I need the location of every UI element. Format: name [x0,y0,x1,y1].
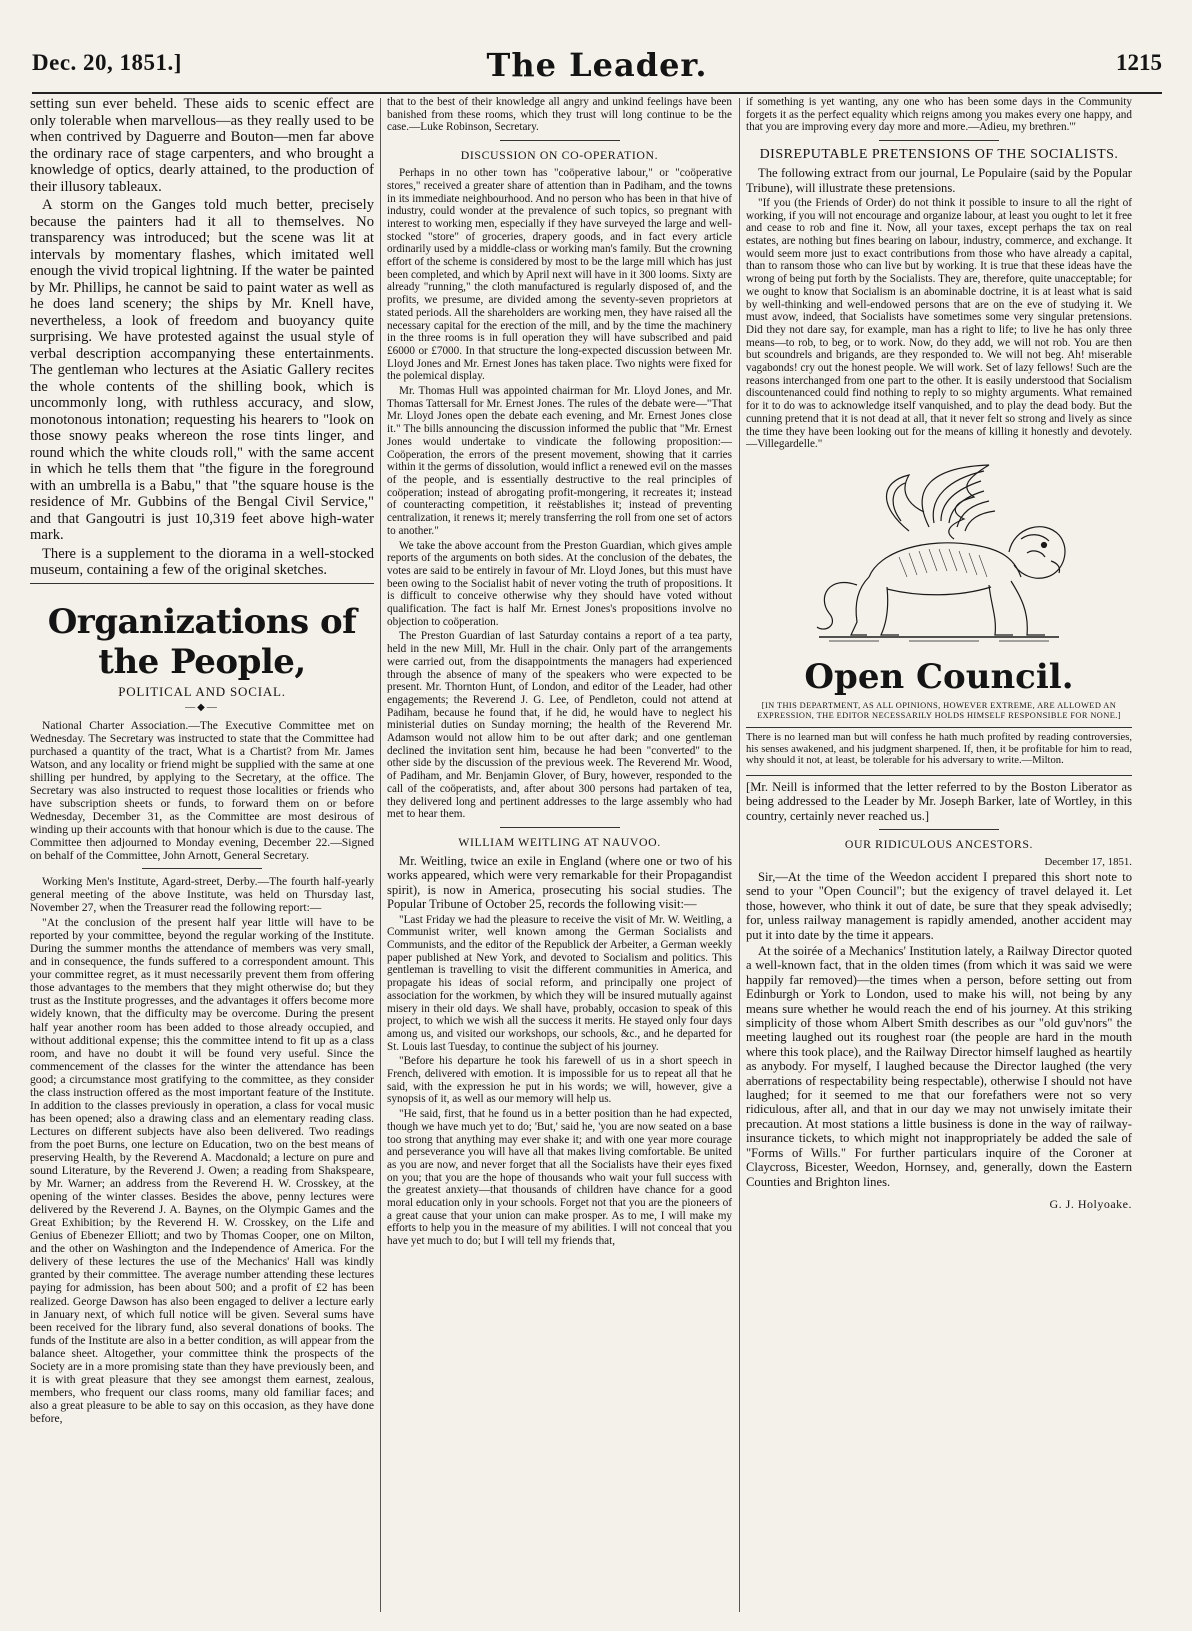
issue-date: Dec. 20, 1851.] [32,50,182,75]
article-paragraph: A storm on the Ganges told much better, precisely because the painters had it all to themselves. No transparency was introduced; but the scene was lit at intervals by momentary flashes, which imitated well enough the vivid tropical lightning. If the water be painted by Mr. Phillips, he cannot be said to paint water as well as he does land scenery; the ships by Mr. Knell have, nevertheless, a look of freedom and buoyancy quite surprising. We have protested against the usual style of verbal description accompanying these entertainments. The gentleman who lectures at the Asiatic Gallery recites the whole contents of the shilling book, which is uncommonly long, with ruthless accuracy, and slow, monotonous intonation; requesting his hearers to "look on those snowy peaks whereon the rose tints linger, and round which the white clouds roll," with the same accent in which he tells them that "the figure in the foreground with an umbrella is a Babu," that "the square house is the residence of Mr. Gubbins of the Bengal Civil Service," and that Gangoutri is just 10,319 feet above high-water mark. [30,197,374,543]
article-paragraph: Mr. Thomas Hull was appointed chairman for Mr. Lloyd Jones, and Mr. Thomas Tattersall for Mr. Ernest Jones. The rules of the debate were—"That Mr. Lloyd Jones open the debate each evening, and Mr. Ernest Jones close it." The bills announcing the discussion informed the public that "Mr. Ernest Jones would undertake to vindicate the following proposition:—Coöperation, the errors of the present movement, showing that it carries within it the germs of dissolution, would inflict a renewed evil on the masses of the people, and is essentially destructive to the real principles of coöperation; instead of abrogating profit-mongering, it recreates it; instead of counteracting competition, it reëstablishes it; instead of preventing centralization, it renews it; merely transferring the roll from one set of actors to another." [387,385,732,537]
article-paragraph: "Before his departure he took his farewell of us in a short speech in French, delivered with emotion. It is impossible for us to repeat all that he said, with the expression he put in his words; we will, however, give a synopsis of it, as well as our memory will help us. [387,1055,732,1106]
article-paragraph: There is a supplement to the diorama in a well-stocked museum, containing a few of the original sketches. [30,545,374,578]
article-paragraph: [Mr. Neill is informed that the letter referred to by the Boston Liberator as being addressed to the Leader by Mr. Joseph Barker, late of Wortley, in this country, certainly never reached us.] [746,779,1132,823]
column-rule [380,98,381,1612]
article-paragraph: At the soirée of a Mechanics' Institution lately, a Railway Director quoted a well-known fact, that in the olden times (from which it was said we were happily far removed)—the times when a person, before setting out from Edinburgh or York to London, used to make his will, not being by any means sure whether he would reach the end of his journey. At this striking simplicity of those whom Albert Smith describes as our "old guv'nors" the meeting laughed out its roughest roar (the people are hard in the mouth where this took place), and the Railway Director himself laughed as heartily as anybody. For myself, I laughed because the Director laughed (the very aberrations of respectability being respectable), otherwise I should not have laughed; for it seemed to me that our forefathers were not so very ridiculous, after all, and that in our day we may not unwisely imitate their precaution. At most stations a little business is done in the way of railway-insurance tickets, to which might not inappropriately be added the sale of "Forms of Wills." For further particulars inquire of the Coroner at Claycross, Bicester, Weedon, Hornsey, and, generally, down the Eastern Counties and Brighton lines. [746,944,1132,1189]
signature: G. J. Holyoake. [1049,1196,1132,1211]
newspaper-title: The Leader. [486,46,708,84]
winged-lion-engraving [759,457,1119,653]
article-paragraph: The following extract from our journal, Le Populaire (said by the Popular Tribune), will illustrate these pretensions. [746,166,1132,195]
separator-rule [879,829,999,830]
article-heading: DISCUSSION ON CO-OPERATION. [460,148,659,163]
article-paragraph: that to the best of their knowledge all angry and unkind feelings have been banished from these rooms, which they trust will long continue to be the case.—Luke Robinson, Secretary. [387,96,732,134]
section-title: Open Council. [804,656,1074,697]
section-title: Organizations of the People, [47,601,357,682]
masthead [32,44,1162,94]
separator-rule [746,775,1132,776]
article-paragraph: Perhaps in no other town has "coöperative labour," or "coöperative stores," received a greater share of attention than in Padiham, and the towns in its immediate neighbourhood. And no person who has been in that hive of industry, could wonder at the prevalence of such topics, so pregnant with interest to working men, especially if they have surveyed the large and well-stocked "store" of groceries, drapery goods, and in fact every article ordinarily used by a middle-class or working man's family. But the crowning effort of the scheme is considered by most to be the large mill which has just been completed, and which by April next will have in it 300 looms. Sixty are already "running," the cloth manufactured is regularly disposed of, and the profits, we presume, are divided among the seventy-seven proprietors at stated periods. All the shareholders are working men, they have raised all the necessary capital for the erection of the mill, and by the time the machinery in the three rooms is in full operation they will have subscribed and paid £6000 or £7000. In that structure the long-expected discussion between Mr. Lloyd Jones and Mr. Ernest Jones has taken place. Two nights were fixed for the polemical display. [387,167,732,383]
editor-disclaimer: [IN THIS DEPARTMENT, AS ALL OPINIONS, HOWEVER EXTREME, ARE ALLOWED AN EXPRESSION, THE EDITOR NECESSARILY HOLDS HIMSELF RESPONSIBLE FOR NONE.] [757,700,1121,720]
article-paragraph: if something is yet wanting, any one who has been some days in the Community forgets it as the perfect equality which reigns among you makes every one happy, and that you are improving every day more and more.—Adieu, my brethren.'" [746,96,1132,134]
article-paragraph: Mr. Weitling, twice an exile in England (where one or two of his works appeared, which were very remarkable for their Propagandist spirit), is now in America, prosecuting his social studies. The Popular Tribune of October 25, records the following visit:— [387,853,732,912]
article-heading: OUR RIDICULOUS ANCESTORS. [844,836,1034,851]
article-heading: WILLIAM WEITLING AT NAUVOO. [458,834,661,849]
article-paragraph: setting sun ever beheld. These aids to scenic effect are only tolerable when marvellous—as they really used to be when contrived by Daguerre and Bouton—men far above the ordinary race of stage carpenters, and who brought a knowledge of optics, dearly attained, to the production of their illusory tableaux. [30,96,374,195]
article-paragraph: Sir,—At the time of the Weedon accident I prepared this short note to send to your "Open Council"; but the exigency of travel delayed it. Let those, however, who think it out of date, be sure that they speak advisedly; for, unless railway management is rapidly amended, another accident may put it into date by the time it appears. [746,869,1132,942]
column-3 [746,96,1132,1618]
article-paragraph: "He said, first, that he found us in a better position than he had expected, though we have much yet to do; 'But,' said he, 'you are now seated on a base too strong that anything may ever shake it; and with one year more courage and perseverance you will have all that makes living comfortable. Be united as you are now, and never forget that all the Socialists have their eyes fixed on you; that you are the hope of thousands who wait your full success with the greatest anxiety—that thousands of children have chance for a good moral education only in your schools. Forget not that you are the pioneers of a great cause that your union can make prosper. As to me, I will make my efforts to help you in the measure of my abilities. I will not conceal that you have yet much to do; but I will tell my friends that, [387,1108,732,1248]
separator-rule [746,727,1132,728]
milton-quote: There is no learned man but will confess he hath much profited by reading controversies, his senses awakened, and his judgment sharpened. If, then, it be profitable for him to read, why should it not, at least, be tolerable for his adversary to write.—Milton. [746,731,1132,767]
section-subtitle: POLITICAL AND SOCIAL. [118,683,286,699]
column-2 [387,96,732,1618]
column-rule [739,98,740,1612]
ornament: —◆— [185,701,219,713]
separator-rule [500,827,620,828]
separator-rule [879,140,999,141]
page-number: 1215 [1116,50,1162,75]
article-paragraph: "At the conclusion of the present half year little will have to be reported by your committee, beyond the regular working of the Institute. During the summer months the attendance of members was very small, and in consequence, the funds suffered to a correspondent amount. This your committee regret, as it must necessarily prevent them from offering those advantages to the members that they might otherwise do; but they trust as the Institute progresses, and the advantages it offers become more widely known, that the difficulty may be overcome. During the present half year another room has been added to those already occupied, and without additional expense; this the committee intend to fit up as a class room, and have no doubt it will be found very useful. Since the commencement of the classes for the winter the attendance has been good; a circumstance most gratifying to the committee, as they consider the class instruction offered as the most important feature of the Institute. In addition to the classes previously in operation, a class for vocal music has been opened; also a drawing class and an elementary reading class. Lectures on different subjects have also been delivered. Two readings from the poet Burns, one lecture on Education, two on the best means of preserving Health, by the Reverend A. Macdonald; a lecture on pure and sound Literature, by the Reverend J. Owen; a reading from Shakspeare, by Mr. Warner; an address from the Reverend H. W. Crosskey, at the opening of the winter classes. Besides the above, penny lectures were delivered by the Reverend J. A. Baynes, on the Olympic Games and the Great Exhibition; by the Reverend H. W. Crosskey, on the Life and Genius of Ebenezer Elliott; and two by Thomas Cooper, one on Milton, and the other on Washington and the Independence of America. For the delivery of these lectures the use of the Mechanics' Hall was kindly granted by their committee. The average number attending these lectures paying for admission, has been about 500; and a profit of £2 has been realized. George Dawson has also been engaged to deliver a lecture early in January next, of which full notice will be given. Several sums have been received for the library fund, also several donations of books. The funds of the Institute are also in a better condition, as will appear from the balance sheet. Altogether, your committee think the prospects of the Society are in a more promising state than they have previously been, and it is with great pleasure that they see amongst them earnest, zealous, members, who frequent our class rooms, many old familiar faces; and also a great pleasure to be able to say on this occasion, as they have done before, [30,916,374,1425]
separator-rule [500,140,620,141]
article-paragraph: We take the above account from the Preston Guardian, which gives ample reports of the arguments on both sides. At the conclusion of the debates, the votes are said to be entirely in favour of Mr. Lloyd Jones, but this must have been owing to the Socialist habit of never voting the truth of propositions. It is difficult to conceive otherwise why they should have voted without qualification. The fact is half Mr. Ernest Jones's propositions involve no objection to coöperation. [387,539,732,628]
letter-date: December 17, 1851. [1044,855,1132,868]
section-rule [30,583,374,584]
article-heading: DISREPUTABLE PRETENSIONS OF THE SOCIALISTS. [759,147,1119,163]
separator-rule [142,868,262,869]
column-1 [30,96,374,1618]
article-paragraph: National Charter Association.—The Executive Committee met on Wednesday. The Secretary was instructed to state that the Committee had purchased a quantity of the tract, What is a Chartist? from Mr. James Watson, and any locality or friend might be supplied with the same at one shilling per hundred, by applying to the Secretary, at the office. The Secretary was also instructed to request those localities or friends who have subscription sheets or funds, to forward them on or before Wednesday, December 31, as the Committee are most desirous of winding up their accounts with that honour which is due to the cause. The Committee then adjourned to Monday evening, December 22.—Signed on behalf of the Committee, John Arnott, General Secretary. [30,718,374,862]
article-paragraph: "If you (the Friends of Order) do not think it possible to insure to all the right of working, if you will not encourage and organize labour, at least you ought to let it free and cease to rob and fine it. Now, all your taxes, except perhaps the tax on real estates, are nothing but fines bearing on labour, industry, commerce, and exchange. It would seem more just to exact contributions from those who have already a capital, than to ransom those who can live but by working. It is true that these ideas have the wrong of being put forth by the Socialists. They are, therefore, quite unacceptable; for we ought to know that Socialism is an abominable doctrine, it is at least what is said by well-thinking and well-endowed persons that are on the eve of studying it. We must avow, indeed, that Socialists have sometimes some very singular pretensions. Did they not dare say, for example, man has a right to life; to live he has only three means—to rob, to beg, or to work. Now, do they add, we will not rob. You are then but scoundrels and brigands, are they responded to. We will not beg. Ah! miserable vagabonds! cry out the honest people. We will work. Set of lazy fellows! Such are the reasons interchanged from one part to the other. It is easily understood that Socialism discountenanced could find nothing to reply to so mighty arguments. What remained for it to do was to acknowledge itself vanquished, and to play the dead body. But the cunning pretend that it is not dead at all, that it never felt so strong and lively as since the time they have been looking out for the means of killing it honestly and devotely.—Villegardelle." [746,196,1132,451]
article-paragraph: Working Men's Institute, Agard-street, Derby.—The fourth half-yearly general meeting of the above Institute, was held on Thursday last, November 27, when the Treasurer read the following report:— [30,875,374,915]
article-paragraph: The Preston Guardian of last Saturday contains a report of a tea party, held in the new Mill, Mr. Hull in the chair. Only part of the arrangements were carried out, from the disappointments the managers had experienced through the absence of many of the speakers who were expected to be present. Mr. Thornton Hunt, of London, and editor of the Leader, had other engagements; the Reverend J. G. Lee, of Pendleton, could not attend at Padiham, because he found that, if he did, he would have to neglect his ministerial duties on Sunday morning; the health of the Reverend Mr. Adamson would not allow him to be out after dark; and one gentleman declined the invitation sent him, because he had been "converted" to the other side by the discussion of the previous week. The Reverend Mr. Wood, of Padiham, and Mr. Benjamin Glover, of Bury, however, responded to the call of the coöperatists, and, after about 300 persons had partaken of tea, they delivered long and pertinent addresses to the large assembly who had met to hear them. [387,630,732,821]
article-paragraph: "Last Friday we had the pleasure to receive the visit of Mr. W. Weitling, a Communist writer, well known among the German Socialists and Communists, and the editor of the Republick der Arbeiter, a German weekly paper published at New York, and devoted to Socialism and politics. This gentleman is travelling to visit the different communities in America, and propagate his ideas of social reform, and principally one project of association for the workmen, by which they will be insured mutually against misery in their old days. We shall have, probably, occasion to speak of this project, to which we wish all the success it merits. He stayed only four days among us, and visited our workshops, our schools, &c., and he departed for St. Louis last Tuesday, to continue the subject of his journey. [387,913,732,1053]
